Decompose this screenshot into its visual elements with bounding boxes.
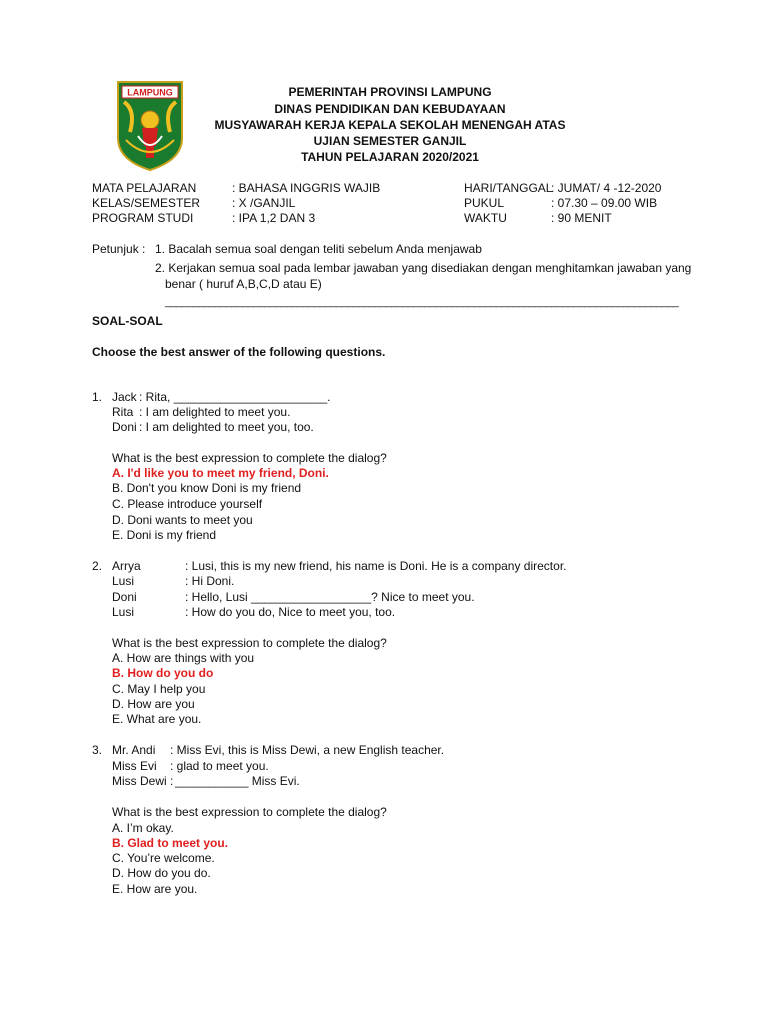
header-line-1: PEMERINTAH PROVINSI LAMPUNG xyxy=(288,85,492,99)
pukul-label: PUKUL xyxy=(464,196,505,210)
dialog-speaker: Rita xyxy=(112,405,134,419)
dialog-line: ___________ Miss Evi. xyxy=(175,774,300,788)
dialog-speaker: Doni xyxy=(112,420,137,434)
mata-pelajaran-label: MATA PELAJARAN xyxy=(92,181,197,195)
instruction-item-1: 1. Bacalah semua soal dengan teliti sebelum Anda menjawab xyxy=(155,242,482,256)
option-d: D. How do you do. xyxy=(112,866,211,880)
option-e: E. What are you. xyxy=(112,712,202,726)
option-d: D. Doni wants to meet you xyxy=(112,513,253,527)
question-number: 2. xyxy=(92,559,103,573)
option-c: C. May I help you xyxy=(112,682,206,696)
dialog-line: : I am delighted to meet you, too. xyxy=(139,420,314,434)
header-line-5: TAHUN PELAJARAN 2020/2021 xyxy=(301,150,479,164)
program-studi-label: PROGRAM STUDI xyxy=(92,211,194,225)
dialog-speaker: Arrya xyxy=(112,559,141,573)
directions: Choose the best answer of the following questions. xyxy=(92,345,386,359)
dialog-line: : How do you do, Nice to meet you, too. xyxy=(185,605,396,619)
dialog-speaker: Miss Evi xyxy=(112,759,157,773)
logo-text: LAMPUNG xyxy=(127,87,173,98)
kelas-semester-value: : X /GANJIL xyxy=(232,196,296,210)
header-line-4: UJIAN SEMESTER GANJIL xyxy=(313,134,467,148)
option-d: D. How are you xyxy=(112,697,195,711)
question-text: What is the best expression to complete the dialog? xyxy=(112,451,387,465)
dialog-line: : I am delighted to meet you. xyxy=(139,405,291,419)
waktu-label: WAKTU xyxy=(464,211,507,225)
dialog-line: : Hello, Lusi __________________? Nice to meet you. xyxy=(185,590,475,604)
option-a: A. How are things with you xyxy=(112,651,255,665)
separator-line: _____________________________________________________________________________________________ xyxy=(165,296,679,308)
dialog-line: : glad to meet you. xyxy=(170,759,269,773)
dialog-speaker: Doni xyxy=(112,590,137,604)
option-c: C. Please introduce yourself xyxy=(112,497,263,511)
dialog-speaker: Mr. Andi xyxy=(112,743,156,757)
dialog-line: : Miss Evi, this is Miss Dewi, a new English teacher. xyxy=(170,743,445,757)
header-line-2: DINAS PENDIDIKAN DAN KEBUDAYAAN xyxy=(274,102,506,116)
option-b-correct: B. Glad to meet you. xyxy=(112,836,229,850)
option-c: C. You’re welcome. xyxy=(112,851,215,865)
dialog-speaker: Lusi xyxy=(112,605,135,619)
dialog-line: : Lusi, this is my new friend, his name is Doni. He is a company director. xyxy=(185,559,567,573)
instructions-label: Petunjuk : xyxy=(92,242,146,256)
question-text: What is the best expression to complete the dialog? xyxy=(112,805,387,819)
dialog-speaker: Lusi xyxy=(112,574,135,588)
dialog-speaker: Jack xyxy=(112,390,137,404)
option-e: E. How are you. xyxy=(112,882,198,896)
option-a: A. I’m okay. xyxy=(112,821,174,835)
pukul-value: : 07.30 – 09.00 WIB xyxy=(551,196,658,210)
option-a-correct: A. I'd like you to meet my friend, Doni. xyxy=(112,466,329,480)
instruction-item-2: 2. Kerjakan semua soal pada lembar jawaban yang disediakan dengan menghitamkan jawaban yang xyxy=(155,261,692,275)
mata-pelajaran-value: : BAHASA INGGRIS WAJIB xyxy=(232,181,381,195)
dialog-line: : Hi Doni. xyxy=(185,574,235,588)
instruction-item-2-cont: benar ( huruf A,B,C,D atau E) xyxy=(165,277,322,291)
header-line-3: MUSYAWARAH KERJA KEPALA SEKOLAH MENENGAH ATAS xyxy=(214,118,566,132)
section-title: SOAL-SOAL xyxy=(92,314,163,328)
option-b: B. Don't you know Doni is my friend xyxy=(112,481,302,495)
hari-tanggal-label: HARI/TANGGAL xyxy=(464,181,553,195)
question-text: What is the best expression to complete the dialog? xyxy=(112,636,387,650)
kelas-semester-label: KELAS/SEMESTER xyxy=(92,196,201,210)
question-number: 3. xyxy=(92,743,103,757)
option-b-correct: B. How do you do xyxy=(112,666,214,680)
option-e: E. Doni is my friend xyxy=(112,528,217,542)
waktu-value: : 90 MENIT xyxy=(551,211,612,225)
dialog-line: : Rita, _______________________. xyxy=(139,390,331,404)
hari-tanggal-value: : JUMAT/ 4 -12-2020 xyxy=(551,181,662,195)
dialog-speaker: Miss Dewi : xyxy=(112,774,174,788)
question-number: 1. xyxy=(92,390,103,404)
program-studi-value: : IPA 1,2 DAN 3 xyxy=(232,211,316,225)
